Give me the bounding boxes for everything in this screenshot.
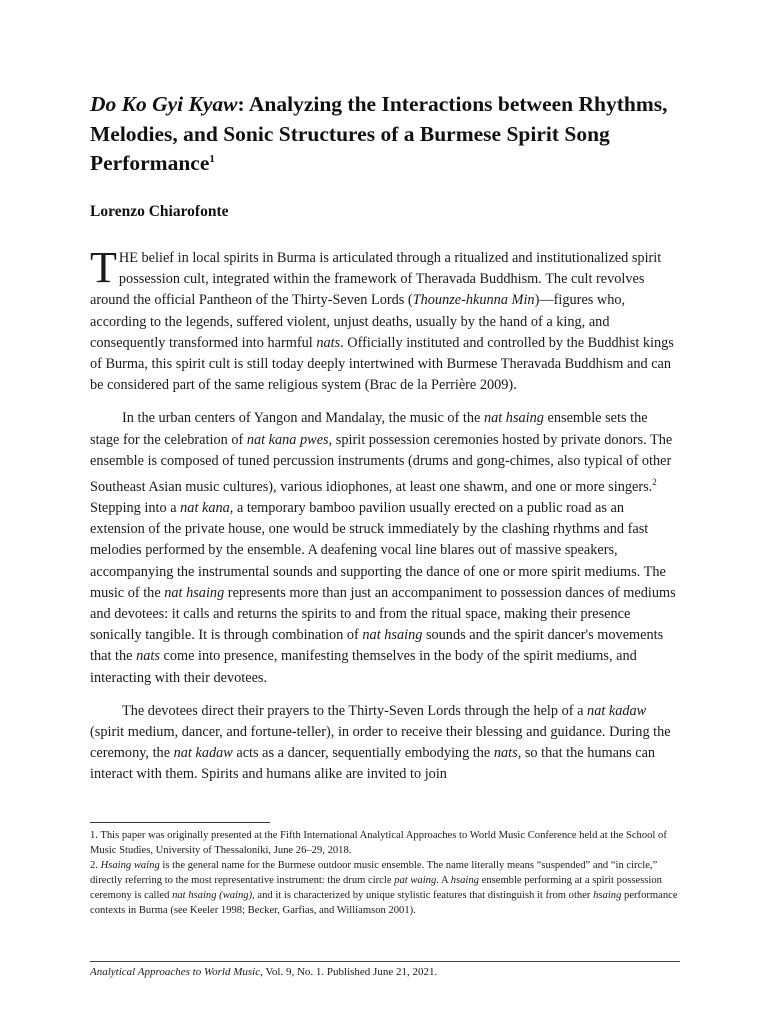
- title-rest: : Analyzing the Interactions between Rhythms, Melodies, and Sonic Structures of a Burmese Spirit Song Performance: [90, 92, 668, 175]
- italic-term: nats: [493, 745, 518, 762]
- italic-term: nat kadaw: [587, 702, 647, 719]
- text-run: HE belief in local spirits in Burma is articulated through a ritualized and institutionalized spirit possession cult, integrated within the framework of Theravada Buddhism. The cult revolves around the official Pantheon of the Thirty-Seven Lords (: [90, 250, 662, 309]
- text-run: . Officially instituted and controlled by the Buddhist kings of Burma, this spirit cult is still today deeply intertwined with Burmese Theravada Buddhism and can be considered part of the same religious system (Brac de la Perrière 2009).: [90, 334, 674, 394]
- text-run: performance contexts in Burma (see Keeler 1998; Becker, Garfias, and Williamson 2001).: [90, 890, 678, 916]
- page-footer: [90, 965, 437, 980]
- text-run: In the urban centers of Yangon and Mandalay, the music of the: [122, 410, 484, 427]
- italic-term: hsaing: [593, 890, 622, 901]
- text-run: The devotees direct their prayers to the Thirty-Seven Lords through the help of a: [122, 702, 588, 719]
- journal-name: Analytical Approaches to World Music: [90, 966, 261, 978]
- italic-term: Thounze-hkunna Min: [412, 292, 535, 309]
- paragraph-1: [90, 243, 680, 396]
- italic-term: nat hsaing: [164, 584, 225, 601]
- text-run: )—figures who, according to the legends, suffered violent, unjust deaths, usually by the hand of a king, and consequently transformed into harmful: [90, 292, 626, 351]
- text-run: acts as a dancer, sequentially embodying the: [232, 745, 494, 762]
- italic-term: nat kana: [180, 500, 230, 516]
- italic-term: nat hsaing: [483, 410, 544, 427]
- text-run: represents more than just an accompaniment to possession dances of mediums and devotees: it calls and returns the spirits to and from the ritual space, making their presence sonically tangible. It is through combination of: [90, 584, 676, 644]
- text-run: is the general name for the Burmese outdoor music ensemble. The name literally means “suspended” and “in circle,” directly referring to the most representative instrument: the drum circle: [90, 860, 658, 886]
- footnote-ref-2[interactable]: 2: [652, 477, 657, 488]
- italic-term: Hsaing waing: [100, 860, 160, 871]
- body-text: [90, 243, 680, 798]
- italic-term: hsaing: [450, 875, 479, 886]
- text-run: Stepping into a: [90, 500, 181, 516]
- paragraph-3: [90, 701, 680, 786]
- text-run: sounds and the spirit dancer's movements that the: [90, 627, 664, 665]
- author-name: Lorenzo Chiarofonte: [90, 203, 229, 220]
- paragraph-2: [90, 408, 680, 688]
- paper-page: [90, 0, 680, 1024]
- italic-term: nats: [316, 334, 341, 351]
- footnote-2: [90, 858, 680, 918]
- text-run: ensemble sets the stage for the celebration of: [90, 410, 648, 448]
- footer-divider: [90, 961, 680, 962]
- italic-term: nat kana pwes: [246, 431, 329, 448]
- text-run: , and it is characterized by unique stylistic features that distinguish it from other: [252, 890, 594, 901]
- text-run: . A: [436, 875, 451, 886]
- text-run: , spirit possession ceremonies hosted by private donors. The ensemble is composed of tuned percussion instruments (drums and gong-chimes, also typical of other Southeast Asian music cultures), various idiophones, at least one shawm, and one or more singers.: [90, 431, 673, 495]
- text-run: (spirit medium, dancer, and fortune-teller), in order to receive their blessing and guidance. During the ceremony, the: [90, 724, 671, 762]
- publication-info: , Vol. 9, No. 1. Published June 21, 2021.: [260, 966, 438, 978]
- italic-term: nat kadaw: [173, 745, 233, 762]
- footnote-number: 2.: [90, 860, 101, 871]
- text-run: ensemble performing at a spirit possession ceremony is called: [90, 875, 662, 901]
- text-run: , a temporary bamboo pavilion usually erected on a public road as an extension of the private house, one would be struck immediately by the clashing rhythms and fast melodies performed by the ensemble. A deafening vocal line blares out of massive speakers, accompanying the instrumental sounds and supporting the dance of one or more spirit mediums. The music of the: [90, 500, 666, 601]
- footnote-1: 1. This paper was originally presented at the Fifth International Analytical Approaches to World Music Conference held at the School of Music Studies, University of Thessaloniki, June 26–29, 2018.: [90, 830, 667, 856]
- italic-term: nat hsaing (waing): [172, 890, 253, 901]
- drop-cap: T: [90, 243, 117, 292]
- italic-term: nat hsaing: [362, 627, 423, 644]
- italic-term: pat waing: [394, 875, 437, 886]
- footnote-divider: [90, 822, 270, 823]
- title-footnote-mark[interactable]: 1: [209, 152, 215, 165]
- text-run: come into presence, manifesting themselves in the body of the spirit mediums, and interacting with their devotees.: [90, 648, 637, 686]
- paper-title: [90, 90, 680, 179]
- footnotes: [90, 828, 680, 918]
- title-italic: Do Ko Gyi Kyaw: [90, 92, 238, 116]
- italic-term: nats: [136, 648, 160, 665]
- text-run: , so that the humans can interact with them. Spirits and humans alike are invited to join: [90, 745, 656, 783]
